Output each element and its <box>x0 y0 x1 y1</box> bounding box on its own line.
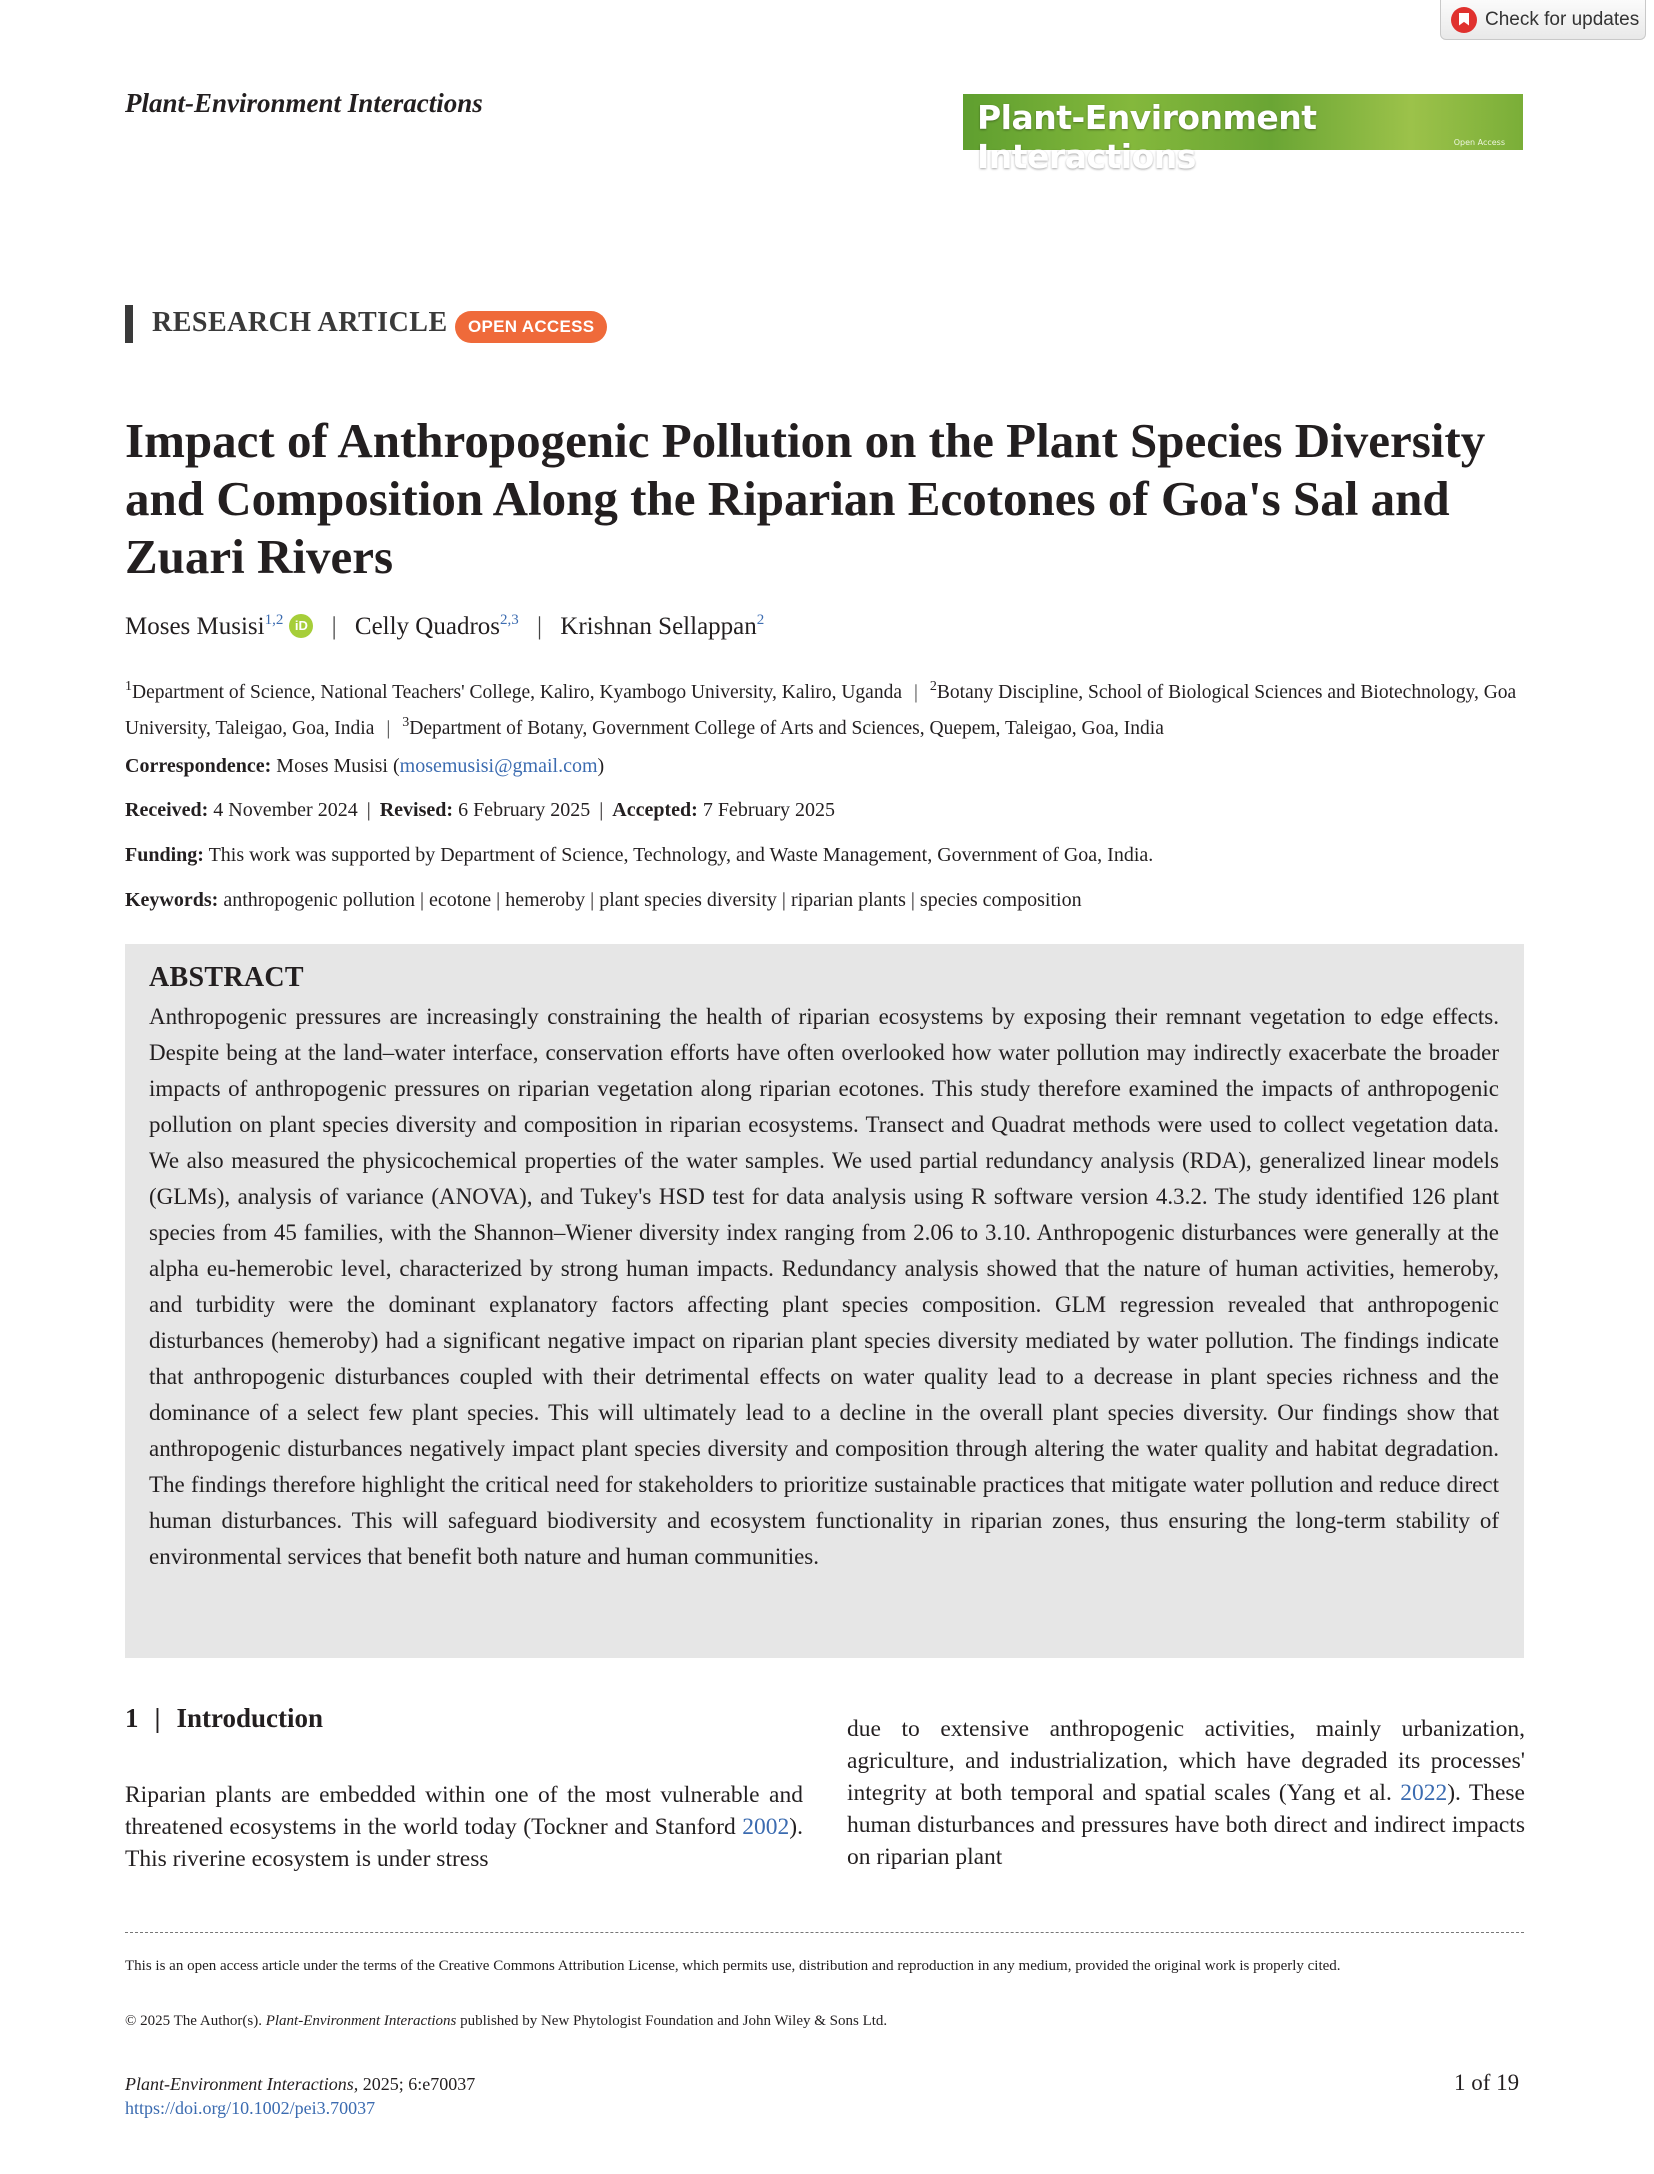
author-list <box>125 612 764 641</box>
correspondence-email-link[interactable]: mosemusisi@gmail.com <box>399 755 598 777</box>
affiliation: Department of Science, National Teachers' College, Kaliro, Kyambogo University, Kaliro, Uganda <box>132 682 902 703</box>
copyright-prefix: © 2025 The Author(s). <box>125 2013 262 2029</box>
keyword: plant species diversity <box>599 889 777 911</box>
copyright-suffix: published by New Phytologist Foundation and John Wiley & Sons Ltd. <box>460 2013 888 2029</box>
correspondence-label: Correspondence: <box>125 755 272 777</box>
abstract-text: Anthropogenic pressures are increasingly constraining the health of riparian ecosystems by exposing their remnant vegetation to edge effects. Despite being at the land–water interface, conservation efforts have often overlooked how water pollution may indirectly exacerbate the broader impacts of anthropogenic pressures on riparian vegetation along riparian ecotones. This study therefore examined the impacts of anthropogenic pollution on plant species diversity and composition in riparian ecosystems. Transect and Quadrat methods were used to collect vegetation data. We also measured the physicochemical properties of the water samples. We used partial redundancy analysis (RDA), generalized linear models (GLMs), analysis of variance (ANOVA), and Tukey's HSD test for data analysis using R software version 4.3.2. The study identified 126 plant species from 45 families, with the Shannon–Wiener diversity index ranging from 2.06 to 3.10. Anthropogenic disturbances were generally at the alpha eu-hemerobic level, characterized by strong human impacts. Redundancy analysis showed that the nature of human activities, hemeroby, and turbidity were the dominant explanatory factors affecting plant species composition. GLM regression revealed that anthropogenic disturbances (hemeroby) had a significant negative impact on riparian plant species diversity mediated by water pollution. The findings indicate that anthropogenic disturbances coupled with their detrimental effects on water quality lead to a decrease in plant species richness and the dominance of a select few plant species. This will ultimately lead to a decline in the overall plant species diversity. Our findings show that anthropogenic disturbances negatively impact plant species diversity and composition through altering the water quality and habitat degradation. The findings therefore highlight the critical need for stakeholders to prioritize sustainable practices that mitigate water pollution and reduce direct human disturbances. This will safeguard biodiversity and ecosystem functionality in riparian zones, thus ensuring the long-term stability of environmental services that benefit both nature and human communities. <box>149 1004 1499 1569</box>
section-title: Introduction <box>176 1703 323 1733</box>
author-name[interactable]: Moses Musisi <box>125 613 265 640</box>
journal-name: Plant-Environment Interactions <box>125 88 483 118</box>
funding-label: Funding: <box>125 844 204 866</box>
author-separator: | <box>537 613 543 640</box>
affiliation-separator: | <box>386 718 391 739</box>
affiliation-number: 2 <box>929 679 937 694</box>
journal-banner-subtitle: Open Access <box>1453 138 1505 147</box>
keyword: ecotone <box>428 889 492 911</box>
correspondence-name: Moses Musisi <box>276 755 388 777</box>
article-type: RESEARCH ARTICLE <box>152 307 448 338</box>
open-access-badge: OPEN ACCESS <box>455 311 607 343</box>
body-text: ). This riverine ecosystem is under stress <box>125 1814 803 1872</box>
accepted-label: Accepted: <box>612 799 698 821</box>
funding <box>125 844 1153 867</box>
article-dates: Received: 4 November 2024 | Revised: 6 February 2025 | Accepted: 7 February 2025 <box>125 799 836 821</box>
body-text: ). These human disturbances and pressures have both direct and indirect impacts on riparian plant <box>847 1780 1525 1870</box>
revised-label: Revised: <box>379 799 454 821</box>
author-name[interactable]: Celly Quadros <box>354 613 501 640</box>
keyword: species composition <box>919 889 1082 911</box>
check-for-updates-button[interactable] <box>1440 0 1646 40</box>
correspondence: Correspondence: Moses Musisi (mosemusisi@gmail.com) <box>125 755 605 777</box>
keyword: riparian plants <box>790 889 906 911</box>
affiliation-separator: | <box>914 682 918 703</box>
author-name[interactable]: Krishnan Sellappan <box>560 613 757 640</box>
keywords: Keywords: anthropogenic pollution | ecotone | hemeroby | plant species diversity | riparian plants | species composition <box>125 889 1082 911</box>
article-type-marker <box>125 305 133 343</box>
affiliations <box>125 672 1525 744</box>
citation-link[interactable]: 2002 <box>742 1814 790 1840</box>
body-text: due to extensive anthropogenic activities, mainly urbanization, agriculture, and industrialization, which have degraded its processes' integrity at both temporal and spatial scales (Yang et al. <box>847 1716 1525 1806</box>
revised-date: 6 February 2025 <box>458 799 591 821</box>
received-label: Received: <box>125 799 209 821</box>
citation-link[interactable]: 2022 <box>1400 1780 1448 1806</box>
received-date: 4 November 2024 <box>213 799 358 821</box>
check-for-updates-label: Check for updates <box>1485 8 1640 30</box>
orcid-icon[interactable]: iD <box>289 614 313 638</box>
license-text: This is an open access article under the terms of the Creative Commons Attribution License, which permits use, distribution and reproduction in any medium, provided the original work is properly cited. <box>125 1958 1341 1974</box>
affiliation-number: 3 <box>402 715 410 730</box>
author-affiliation-ref: 2 <box>756 612 765 628</box>
section-heading <box>125 1703 323 1734</box>
abstract-heading: ABSTRACT <box>149 962 304 993</box>
doi-link[interactable]: https://doi.org/10.1002/pei3.70037 <box>125 2098 376 2118</box>
author-affiliation-ref: 2,3 <box>500 612 519 628</box>
keyword: anthropogenic pollution <box>223 889 415 911</box>
citation <box>125 2074 475 2095</box>
copyright <box>125 2013 887 2030</box>
copyright-journal: Plant-Environment Interactions <box>265 2013 457 2029</box>
body-column-left <box>125 1779 803 1875</box>
citation-volume: 2025; 6:e70037 <box>362 2074 476 2094</box>
article-title: Impact of Anthropogenic Pollution on the Plant Species Diversity and Composition Along the Riparian Ecotones of Goa's Sal and Zuari Rivers <box>125 413 1486 584</box>
author-affiliation-ref: 1,2 <box>264 612 284 628</box>
body-column-right <box>847 1713 1525 1873</box>
journal-banner-title: Plant-Environment Interactions <box>977 98 1317 176</box>
affiliation: Botany Discipline, School of Biological Sciences and Biotechnology, Goa University, Taleigao, Goa, India <box>125 682 1517 739</box>
section-number: 1 <box>125 1703 139 1733</box>
bookmark-icon <box>1451 7 1477 33</box>
affiliation-number: 1 <box>125 679 132 694</box>
footer-divider <box>125 1932 1524 1933</box>
author-separator: | <box>331 613 337 640</box>
keywords-label: Keywords: <box>125 889 219 911</box>
keyword: hemeroby <box>505 889 586 911</box>
journal-banner-logo <box>963 94 1523 176</box>
funding-text: This work was supported by Department of Science, Technology, and Waste Management, Government of Goa, India. <box>208 844 1154 866</box>
body-text: Riparian plants are embedded within one of the most vulnerable and threatened ecosystems in the world today (Tockner and Stanford <box>125 1782 803 1840</box>
page-number: 1 of 19 <box>1454 2070 1520 2095</box>
citation-journal: Plant-Environment Interactions, <box>125 2074 359 2094</box>
accepted-date: 7 February 2025 <box>702 799 836 821</box>
affiliation: Department of Botany, Government College of Arts and Sciences, Quepem, Taleigao, Goa, India <box>409 718 1164 739</box>
section-separator: | <box>154 1703 161 1733</box>
